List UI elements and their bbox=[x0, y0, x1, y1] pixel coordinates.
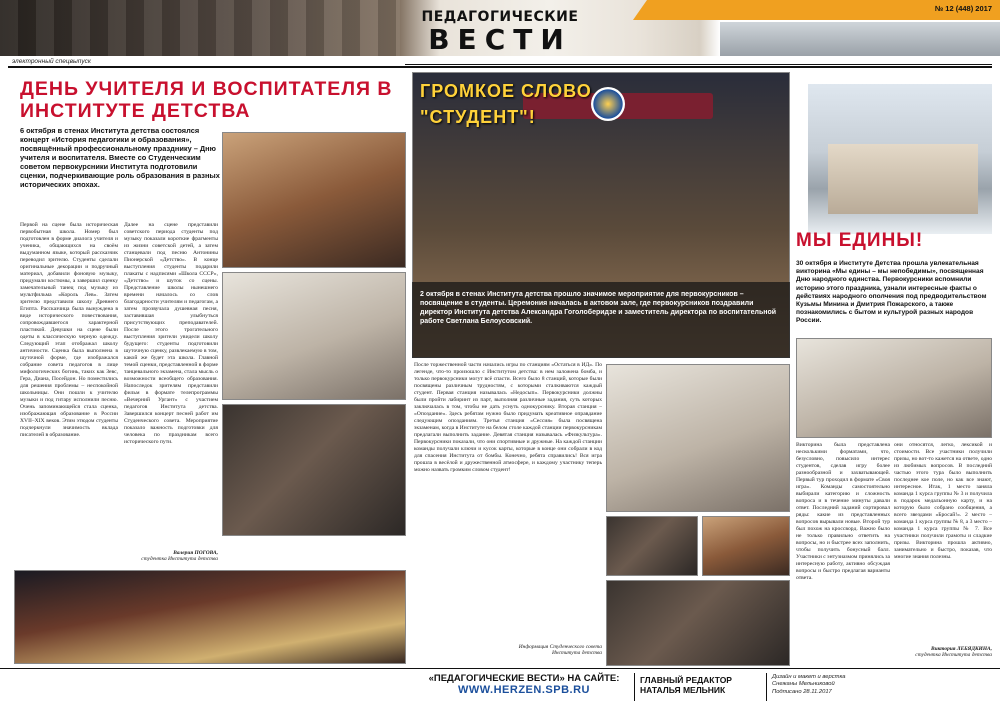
article1-column-2: Далее на сцене представили советского периода студенты под музыку показали короткие фрагменты из жизни советской детей, а затем станцевали под песню Антонины Пионерской «Детство». В конце выступления студенты подарили плакаты с надписями «Школа СССР», «Детство» и шуток со сцены. Представление школы нынешнего времени началось со слов благодарности учителям и педагогам, а затем прозвучала душевная песня, заставившая улыбнуться присутствующих преподавателей. После этого трогательного выступления зрители увидели школу будущего: студенты подготовили шуточную сценку, развлекаемую в том, какой же будет эта школа. Главной темой сценки, представленной в форме танцевального экзамена, стала мысль о возможности всеобщего образования. Напоследок зрителям представили фильм в формате телепрограммы «Вечерний Ургант» с участием педагогов Института детства. Завершился концерт песней работ им Студенческого совета. Мероприятие показало важность подготовки для человека по праздникам всего исторического пути. bbox=[124, 222, 218, 445]
footer bbox=[0, 668, 1000, 707]
article2-photo-corridor bbox=[606, 364, 790, 512]
article2-title-line1: ГРОМКОЕ СЛОВО bbox=[420, 81, 592, 101]
footer-design-name: Снежаны Мельниковой bbox=[772, 681, 835, 688]
emblem-icon bbox=[591, 87, 625, 121]
article2-signature-role: Института детства bbox=[552, 650, 602, 656]
article1-photo-performers bbox=[222, 404, 406, 536]
article3-photo-quiz bbox=[796, 338, 992, 438]
footer-site-url[interactable]: WWW.HERZEN.SPB.RU bbox=[458, 684, 590, 696]
footer-editor-name: НАТАЛЬЯ МЕЛЬНИК bbox=[640, 685, 726, 695]
article2-photo-room-b bbox=[606, 580, 790, 666]
article2-photo-group-b bbox=[702, 516, 790, 576]
article2-title bbox=[420, 80, 592, 128]
article-we-are-united bbox=[794, 70, 992, 666]
article3-signature-role: студентка Института детства bbox=[915, 652, 992, 658]
footer-editor bbox=[640, 675, 762, 695]
issue-number: № 12 (448) 2017 bbox=[934, 4, 992, 13]
article1-column-1: Первой на сцене была историческая первобытная школа. Номер был подготовлен в форме диалога учителя и ученика, общающихся на своём выдуманном языке, который рассказчик переводил зрителю. Студенты сделали оригинальные декорации и подручный материал, добавили фоновую музыку, придумали костюмы, а завершил сценку замечательный танец под музыку из мультфильма «Король Лев». Затем зрителю представили школу Древнего Египта. Рассказчица была вынуждена в виде исторического повествования, сопровождавшегося характерной пластикой. Девушки на сцене были одеты в классическую черную одежду. Следующий этап отображал школу античности. Сценка была выполнена в шуточной форме, где изображался собрание совета педагогов в лице мифологических богинь, таких как Зевс, Гера, Диана, Посейдон. Но поместились для решения проблемы – неспокойной школьницы. Они пошли к учителю музыки и под гитару исполнили песню. Очень запоминающейся стала сценка, изображающая образование в России XVII–XIX веков. Этим этюдом студенты подчеркнули значимость вклада писателей в образование. bbox=[20, 222, 118, 438]
article3-signature-name: Виктория ЛЕБЯДКИНА, bbox=[931, 646, 992, 652]
header-rule-right bbox=[405, 64, 992, 65]
article1-signature bbox=[124, 550, 218, 562]
article1-photo-students bbox=[222, 272, 406, 400]
article-teachers-day bbox=[10, 74, 408, 666]
footer-divider-2 bbox=[766, 673, 767, 701]
footer-credits bbox=[772, 674, 922, 696]
article2-title-line2: "СТУДЕНТ"! bbox=[420, 107, 536, 127]
article3-column-1: Викторина была представлена несколькими форматами, что, безусловно, повысило интерес студентов, сделав игру более разнообразной и захватывающей. Первый тур проходил в формате «Своя игра». Команды самостоятельно выбирали категорию и сложность вопроса и в течение минуты давали ответ. Последний заданий сортировал ряды: какие из представленных вопросов вырывали новые. Второй тур был похож на кроссворд. Важно было не только правильно ответить на вопросы, но и быстрее всех заполнить, чтобы получить бонусный балл. Участники с энтузиазмом принялись за интересную работу, активно обсуждая вопросы и быстро предлагая варианты ответа. bbox=[796, 442, 890, 581]
article3-photo-building bbox=[808, 84, 992, 234]
article3-title: МЫ ЕДИНЫ! bbox=[796, 230, 924, 251]
footer-site-label: «ПЕДАГОГИЧЕСКИЕ ВЕСТИ» НА САЙТЕ: bbox=[428, 673, 620, 684]
article3-signature bbox=[894, 646, 992, 658]
article1-signature-name: Валерия ПОГОВА, bbox=[173, 550, 218, 556]
article2-photo-group-a bbox=[606, 516, 698, 576]
building-facade bbox=[828, 144, 978, 214]
footer-design-line: Дизайн и макет и верстка bbox=[772, 674, 846, 680]
article2-caption-box bbox=[412, 282, 790, 358]
article-student-word bbox=[412, 70, 790, 666]
article1-lead: 6 октября в стенах Института детства состоялся концерт «История педагогики и образования», посвящённый профессиональному празднику – Дню учителя и воспитателя. Вместе со Студенческим советом первокурсники Института подготовили сценки, подчеркивающие роль образования в разных исторических эпохах. bbox=[20, 126, 220, 189]
header-building bbox=[720, 22, 1000, 56]
article2-caption: 2 октября в стенах Института детства прошло значимое мероприятие для первокурсников – посвящение в студенты. Церемония началась в актовом зале, где первокурсников поздравили директор Института детства Александра Гоголоберидзе и заместитель директора по воспитательной работе Светлана Белоусовский. bbox=[420, 291, 777, 325]
article2-body: После торжественной части начались игры по станциям «Остаться в ИД». По легенде, что-то произошло с Институтом детства: в нем заложена бомба, и только первокурсники могут всё спасти. Всего было 8 станций, которые были посвящены различным трудностям, с которыми сталкиваются каждый студент. Первая станция называлась «Недосып». Первокурсники должны были пройти лабиринт из парт, выполняя различные задания, суть которых заключалась в том, чтобы не дать уснуть однокурснику. Вторая станция – «Опоздание». Здесь ребятам нужно было придумать креативное оправдание следующим опозданиям. Третья станция «Сессия» была посвящена экзаменам, когда в Институте на белом столе каждой станции первокурсникам предлагали выполнить задание. Девятая станция называлась «Физкультура». Первокурсники показали, что они спортивные и дружные. На каждой станции команды получали ключи и кусок карты, которые в конце они собрали в код для спасения Института от бомбы. Конечно, ребята справились! Вся игра прошла в весёлой и дружественной атмосфере, и каждому участнику теперь можно назвать громким словом студент! bbox=[414, 362, 602, 473]
article1-photo-dancers bbox=[222, 132, 406, 268]
article2-signature-name: Информация Студенческого совета bbox=[518, 644, 602, 650]
article3-column-2: они относятся, легко, лексикой и стоимости. Все участники получили призы, но вот-то кажется на ответе, одно из любимых вопросов. В последний частью этого тура было выполнить последнее кое поле, но как все знают, интересное. Итак, 1 место заняла команда 1 курса группы № 3 и получила в подарок медальонную карту, и на которую было собрано сообщения, а всего звездами «Бросай!». 2 место – команда 1 курса группы № 8, а 3 место – команда 1 курса группы № 7. Все участники получили грамоты и сладкие призы. Викторина прошла активно, занимательно и быстро, показав, что многие знания полезны. bbox=[894, 442, 992, 560]
header-photo-strip bbox=[0, 0, 400, 56]
masthead-top: ПЕДАГОГИЧЕСКИЕ bbox=[421, 9, 579, 25]
article1-signature-role: студентка Института детства bbox=[141, 556, 218, 562]
footer-divider-1 bbox=[634, 673, 635, 701]
masthead bbox=[405, 10, 595, 55]
footer-site bbox=[418, 673, 630, 696]
article1-photo-stage bbox=[14, 570, 406, 664]
header-rule bbox=[8, 66, 992, 68]
footer-editor-label: ГЛАВНЫЙ РЕДАКТОР bbox=[640, 675, 732, 685]
article1-title: ДЕНЬ УЧИТЕЛЯ И ВОСПИТАТЕЛЯ В ИНСТИТУТЕ ДЕТСТВА bbox=[20, 78, 393, 122]
masthead-main: ВЕСТИ bbox=[428, 23, 572, 56]
edition-label: электронный спецвыпуск bbox=[12, 58, 91, 65]
footer-signed-line: Подписано 28.11.2017 bbox=[772, 688, 832, 695]
article2-signature bbox=[414, 644, 602, 656]
article3-lead: 30 октября в Институте Детства прошла увлекательная викторина «Мы едины – мы непобедимы», посвященная Дню народного единства. Первокурсники вспомнили историю этого праздника, узнали интересные факты о действиях народного ополчения под предводительством Кузьмы Минина и Дмитрия Пожарского, а также познакомились с бытом и культурой разных народов России. bbox=[796, 260, 987, 325]
